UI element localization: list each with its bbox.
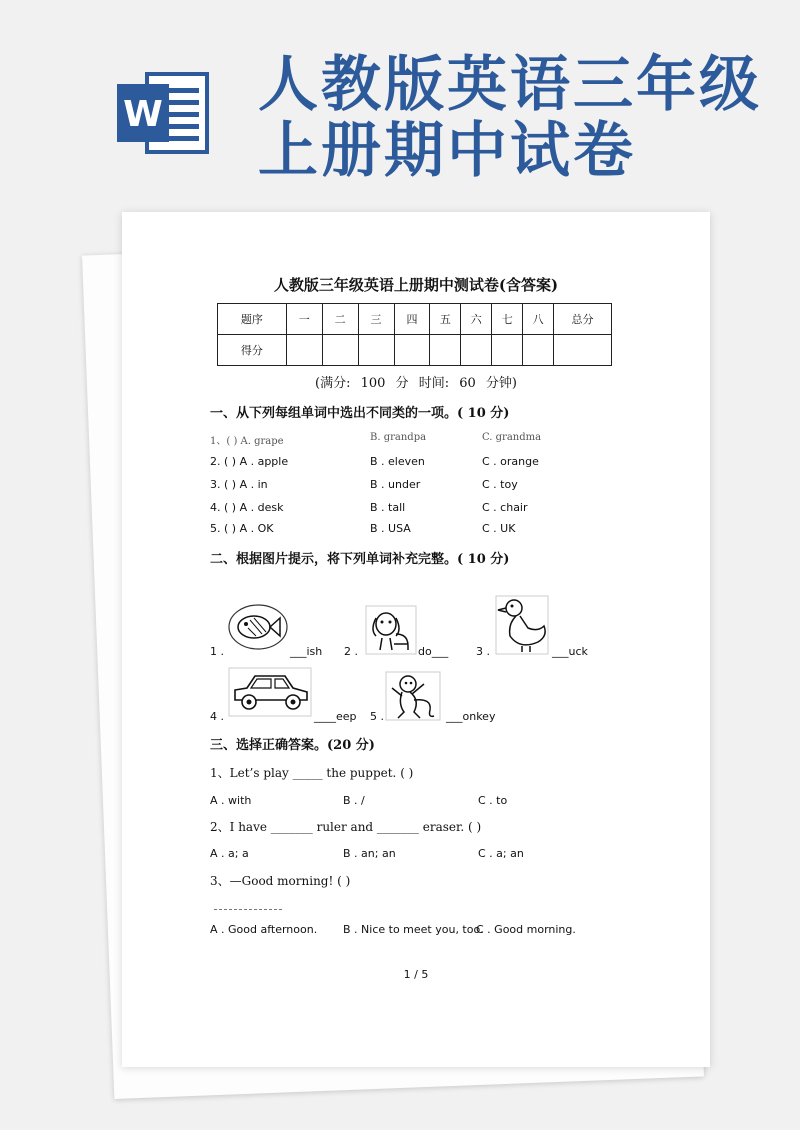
score-cell: 六 bbox=[461, 304, 492, 335]
item-a: 4. ( ) A . desk bbox=[210, 501, 284, 514]
section2-num: 3 . bbox=[476, 645, 490, 658]
option-c: C . to bbox=[478, 794, 508, 807]
word-document-icon bbox=[113, 62, 213, 162]
score-table bbox=[217, 303, 612, 366]
page-number: 1 / 5 bbox=[403, 968, 429, 981]
monkey-picture bbox=[384, 670, 442, 722]
svg-text:W: W bbox=[123, 94, 163, 135]
score-empty-cell bbox=[554, 335, 612, 366]
fish-picture bbox=[226, 602, 290, 652]
score-empty-cell bbox=[358, 335, 394, 366]
score-empty-cell bbox=[322, 335, 358, 366]
item-a: 2. ( ) A . apple bbox=[210, 455, 289, 468]
answer-blank-line bbox=[214, 909, 282, 910]
document-page bbox=[122, 212, 710, 1067]
section2-num: 5 . bbox=[370, 710, 384, 723]
banner-title-line1: 人教版英语三年级 bbox=[258, 50, 762, 120]
score-cell: 总分 bbox=[554, 304, 612, 335]
section3-question: 3、—Good morning! ( ) bbox=[210, 874, 351, 888]
section2-word: ___uck bbox=[552, 645, 588, 658]
option-b: B . Nice to meet you, too. bbox=[343, 923, 484, 936]
document-title: 人教版三年级英语上册期中测试卷(含答案) bbox=[273, 276, 559, 294]
score-cell: 五 bbox=[430, 304, 461, 335]
score-cell: 四 bbox=[394, 304, 430, 335]
score-cell: 八 bbox=[523, 304, 554, 335]
dog-picture bbox=[364, 604, 418, 656]
score-cell: 七 bbox=[492, 304, 523, 335]
item-b: B . USA bbox=[370, 522, 411, 535]
section1-item bbox=[210, 432, 650, 450]
section1-item bbox=[210, 501, 650, 519]
item-c: C . orange bbox=[482, 455, 539, 468]
banner-title-line2: 上册期中试卷 bbox=[258, 116, 636, 186]
option-b: B . an; an bbox=[343, 847, 396, 860]
score-cell: 题序 bbox=[218, 304, 287, 335]
exam-info: (满分: 100 分 时间: 60 分钟) bbox=[315, 376, 517, 391]
section2-word: ____eep bbox=[314, 710, 357, 723]
score-empty-cell bbox=[461, 335, 492, 366]
section1-item bbox=[210, 522, 650, 540]
section2-word: ___ish bbox=[290, 645, 323, 658]
item-c: C . toy bbox=[482, 478, 518, 491]
item-a: 3. ( ) A . in bbox=[210, 478, 268, 491]
jeep-picture bbox=[227, 666, 313, 718]
option-c: C . a; an bbox=[478, 847, 524, 860]
score-cell: 一 bbox=[286, 304, 322, 335]
item-c: C . UK bbox=[482, 522, 516, 535]
score-cell: 三 bbox=[358, 304, 394, 335]
section1-item bbox=[210, 455, 650, 473]
banner-title bbox=[258, 52, 762, 184]
score-row-label: 得分 bbox=[218, 335, 287, 366]
item-a: 5. ( ) A . OK bbox=[210, 522, 274, 535]
score-empty-cell bbox=[394, 335, 430, 366]
section2-num: 2 . bbox=[344, 645, 358, 658]
section2-word: do___ bbox=[418, 645, 449, 658]
score-empty-cell bbox=[430, 335, 461, 366]
score-empty-cell bbox=[492, 335, 523, 366]
score-table-score-row bbox=[218, 335, 612, 366]
item-c: C . chair bbox=[482, 501, 528, 514]
option-a: A . a; a bbox=[210, 847, 249, 860]
score-table-header-row bbox=[218, 304, 612, 335]
section2-num: 1 . bbox=[210, 645, 224, 658]
section1-item bbox=[210, 478, 650, 496]
score-empty-cell bbox=[286, 335, 322, 366]
section3-question: 1、Let’s play _____ the puppet. ( ) bbox=[210, 766, 414, 780]
item-a: 1、( ) A. grape bbox=[210, 436, 284, 447]
option-a: A . Good afternoon. bbox=[210, 923, 318, 936]
option-a: A . with bbox=[210, 794, 252, 807]
item-b: B . tall bbox=[370, 501, 406, 514]
item-b: B . under bbox=[370, 478, 421, 491]
duck-picture bbox=[494, 594, 550, 656]
item-b: B. grandpa bbox=[370, 432, 427, 443]
section2-word: ___onkey bbox=[446, 710, 496, 723]
section2-num: 4 . bbox=[210, 710, 224, 723]
score-empty-cell bbox=[523, 335, 554, 366]
option-b: B . / bbox=[343, 794, 365, 807]
section1-heading: 一、从下列每组单词中选出不同类的一项。( 10 分) bbox=[210, 406, 510, 421]
score-cell: 二 bbox=[322, 304, 358, 335]
banner bbox=[0, 0, 800, 200]
item-b: B . eleven bbox=[370, 455, 425, 468]
section3-heading: 三、选择正确答案。(20 分) bbox=[210, 738, 375, 753]
section3-question: 2、I have _______ ruler and _______ eraser. ( ) bbox=[210, 820, 482, 834]
option-c: C . Good morning. bbox=[476, 923, 576, 936]
section2-heading: 二、根据图片提示，将下列单词补充完整。( 10 分) bbox=[210, 552, 510, 567]
item-c: C. grandma bbox=[482, 432, 542, 443]
